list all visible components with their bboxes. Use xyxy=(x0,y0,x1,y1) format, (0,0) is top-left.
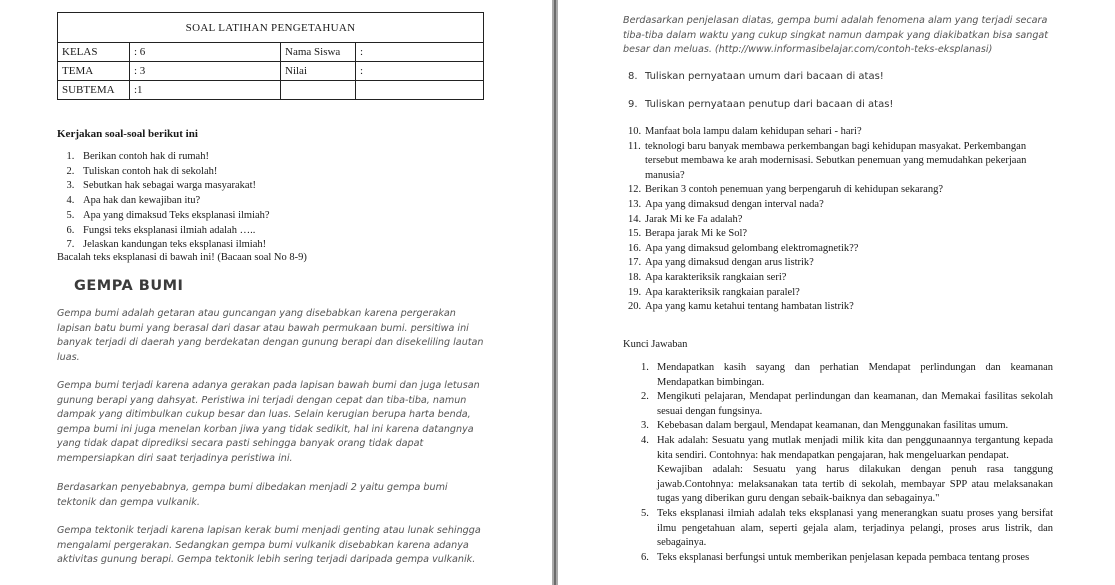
question-number: 18. xyxy=(628,271,642,283)
list-item xyxy=(628,256,1055,271)
student-info-table xyxy=(57,12,484,100)
subtheme-value: :1 xyxy=(130,81,281,100)
table-row xyxy=(58,81,484,100)
question-number: 20. xyxy=(628,301,642,313)
question-text: Apa yang kamu ketahui tentang hambatan listrik? xyxy=(645,301,854,313)
answer-number: 3. xyxy=(641,420,649,432)
theme-value: : 3 xyxy=(130,62,281,81)
question-text: Berikan 3 contoh penemuan yang berpengaruh di kehidupan sekarang? xyxy=(645,184,943,196)
answer-text-extra: Kewajiban adalah: Sesuatu yang harus dilakukan dengan penuh rasa tanggung jawab.Contohnya: melaksanakan tata tertib di sekolah, membayar SPP atau melaksanakan tugas yang diberikan guru dengan sebaik-baiknya dan sebagainya." xyxy=(657,464,1053,505)
question-number: 12. xyxy=(628,184,642,196)
list-item: 4. Apa hak dan kewajiban itu? xyxy=(77,194,270,209)
answer-text: Teks eksplanasi ilmiah adalah teks eksplanasi yang menerangkan suatu proses yang bersifat ilmu pengetahuan alam, seperti gejala alam, terjadinya pelangi, proses arus listrik, dan sebagainya. xyxy=(657,507,1053,549)
subtheme-label: SUBTEMA xyxy=(58,81,130,100)
list-item xyxy=(641,419,1053,434)
answer-number: 5. xyxy=(641,507,649,519)
list-item xyxy=(641,551,1053,566)
answer-text: Mendapatkan kasih sayang dan perhatian Mendapat perlindungan dan keamanan Mendapatkan bimbingan. xyxy=(657,362,1053,388)
table-row xyxy=(58,62,484,81)
class-value: : 6 xyxy=(130,43,281,62)
theme-label: TEMA xyxy=(58,62,130,81)
reading-instruction: Bacalah teks eksplanasi di bawah ini! (Bacaan soal No 8-9) xyxy=(57,252,307,263)
score-label: Nilai xyxy=(281,62,356,81)
question-text: Apa karakteriksik rangkaian paralel? xyxy=(645,286,800,298)
question-list-10-20 xyxy=(628,125,1055,315)
list-item xyxy=(628,286,1055,301)
list-item xyxy=(641,361,1053,390)
question-text: Apa yang dimaksud dengan arus listrik? xyxy=(645,257,814,269)
question-8 xyxy=(628,71,884,82)
question-text: teknologi baru banyak membawa perkembangan bagi kehidupan masyakat. Perkembangan tersebut membawa ke arah modernisasi. Sebutkan penemuan yang memudahkan pekerjaan manusia? xyxy=(645,140,1027,181)
list-item xyxy=(628,213,1055,228)
list-item: 7. Jelaskan kandungan teks eksplanasi ilmiah! xyxy=(77,238,270,253)
answer-number: 2. xyxy=(641,391,649,403)
student-name-label: Nama Siswa xyxy=(281,43,356,62)
answer-text: Teks eksplanasi berfungsi untuk memberikan penjelasan kepada pembaca tentang proses xyxy=(657,551,1030,563)
reading-paragraph: Gempa bumi adalah getaran atau guncangan yang disebabkan karena pergerakan lapisan batu bumi yang berasal dari dasar atau bawah permukaan bumi. persitiwa ini banyak terjadi di daerah yang berdekatan dengan gunung berapi dan disekeliling lautan luas. xyxy=(57,308,484,363)
question-number: 11. xyxy=(628,140,641,152)
list-item: 1. Berikan contoh hak di rumah! xyxy=(77,150,270,165)
answer-number: 6. xyxy=(641,551,649,563)
table-row xyxy=(58,43,484,62)
list-item xyxy=(628,140,1055,184)
question-number: 16. xyxy=(628,242,642,254)
list-item: 2. Tuliskan contoh hak di sekolah! xyxy=(77,165,270,180)
question-text: Apa yang dimaksud gelombang elektromagnetik?? xyxy=(645,242,859,254)
question-text: Berapa jarak Mi ke Sol? xyxy=(645,228,748,240)
reading-paragraph: Gempa bumi terjadi karena adanya gerakan pada lapisan bawah bumi dan juga letusan gunung berapi yang dahsyat. Peristiwa ini terjadi dengan cepat dan tiba-tiba, namun dampak yang ditimbulkan cukup besar dan luas. Selain kerugian berupa harta benda, gempa bumi ini juga menelan korban jiwa yang tidak sedikit, hal ini karena datangnya yang tidak dapat diprediksi secara pasti sehingga banyak orang tidak dapat mempersiapkan diri saat terjadinya peristiwa ini. xyxy=(57,380,480,464)
answer-list xyxy=(641,361,1053,565)
question-number: 8. xyxy=(628,71,638,82)
list-item xyxy=(628,242,1055,257)
list-item xyxy=(628,227,1055,242)
answer-text: Hak adalah: Sesuatu yang mutlak menjadi milik kita dan penggunaannya tergantung kepada kita sendiri. Contohnya: hak mendapatkan pengajaran, hak mengeluarkan pendapat. xyxy=(657,434,1053,461)
question-text: Jarak Mi ke Fa adalah? xyxy=(645,213,743,225)
answer-number: 1. xyxy=(641,362,649,373)
answer-text: Kebebasan dalam bergaul, Mendapat keamanan, dan Menggunakan fasilitas umum. xyxy=(657,420,1009,432)
question-list xyxy=(57,150,270,253)
list-item: 3. Sebutkan hak sebagai warga masyarakat! xyxy=(77,179,270,194)
list-item xyxy=(628,183,1055,198)
list-item xyxy=(628,125,1055,140)
score-value: : xyxy=(356,62,484,81)
answer-key-heading: Kunci Jawaban xyxy=(623,339,688,350)
list-item xyxy=(641,507,1053,551)
worksheet-title: SOAL LATIHAN PENGETAHUAN xyxy=(58,13,484,43)
list-item xyxy=(641,434,1053,507)
question-number: 17. xyxy=(628,257,642,269)
answer-number: 4. xyxy=(641,434,649,446)
question-number: 10. xyxy=(628,126,642,137)
instruction-heading: Kerjakan soal-soal berikut ini xyxy=(57,128,198,140)
question-text: Tuliskan pernyataan umum dari bacaan di atas! xyxy=(645,71,884,82)
list-item xyxy=(641,390,1053,419)
list-item: 5. Apa yang dimaksud Teks eksplanasi ilmiah? xyxy=(77,209,270,224)
reading-paragraph: Berdasarkan penyebabnya, gempa bumi dibedakan menjadi 2 yaitu gempa bumi tektonik dan gempa vulkanik. xyxy=(57,482,448,508)
student-name-value: : xyxy=(356,43,484,62)
question-text: Apa yang dimaksud dengan interval nada? xyxy=(645,198,824,210)
question-number: 15. xyxy=(628,228,642,240)
question-text: Apa karakteriksik rangkaian seri? xyxy=(645,271,787,283)
list-item xyxy=(628,300,1055,315)
reading-title: GEMPA BUMI xyxy=(74,278,184,294)
question-text: Tuliskan pernyataan penutup dari bacaan di atas! xyxy=(645,99,894,110)
page-divider-line xyxy=(554,0,556,585)
empty-cell xyxy=(281,81,356,100)
question-number: 19. xyxy=(628,286,642,298)
list-item xyxy=(628,271,1055,286)
question-number: 9. xyxy=(628,99,638,110)
list-item: 6. Fungsi teks eksplanasi ilmiah adalah ….. xyxy=(77,224,270,239)
question-number: 13. xyxy=(628,198,642,210)
reading-paragraph: Gempa tektonik terjadi karena lapisan kerak bumi menjadi genting atau lunak sehingga mengalami pergerakan. Sedangkan gempa bumi vulkanik disebabkan karena adanya aktivitas gunung berapi. Gempa tektonik lebih sering terjadi daripada gempa vulkanik. xyxy=(57,525,481,565)
answer-text: Mengikuti pelajaran, Mendapat perlindungan dan keamanan, dan Memakai fasilitas sekolah sesuai dengan fungsinya. xyxy=(657,391,1053,417)
question-number: 14. xyxy=(628,213,642,225)
reading-conclusion: Berdasarkan penjelasan diatas, gempa bumi adalah fenomena alam yang terjadi secara tiba-tiba dalam waktu yang cukup singkat namun dampak yang diakibatkan bisa sangat besar dan meluas. (http://www.informasibelajar.com/contoh-teks-eksplanasi) xyxy=(623,15,1049,55)
question-9 xyxy=(628,99,893,110)
class-label: KELAS xyxy=(58,43,130,62)
question-text: Manfaat bola lampu dalam kehidupan sehari - hari? xyxy=(645,126,862,137)
empty-cell xyxy=(356,81,484,100)
left-page xyxy=(0,0,552,585)
list-item xyxy=(628,198,1055,213)
